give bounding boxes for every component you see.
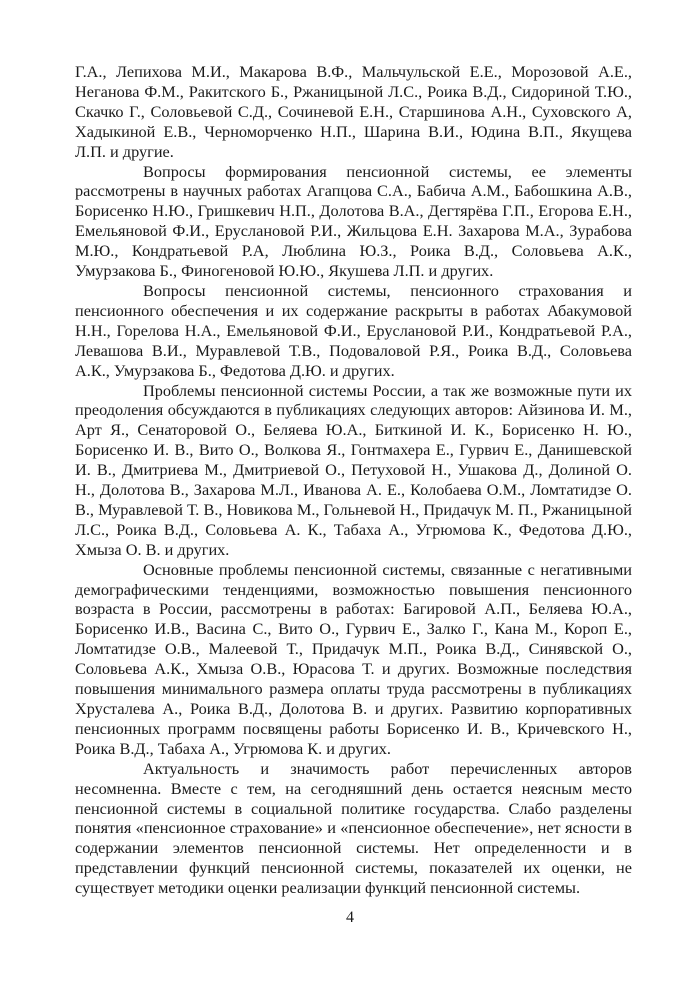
page-number: 4 (346, 909, 354, 926)
paragraph-russia-problems: Проблемы пенсионной системы России, а так же возможные пути их преодоления обсуждаются в публикациях следующих авторов: Айзинова И. М., Арт Я., Сенаторовой О., Беляева Ю.А., Биткиной И. К., Борисенко Н. Ю., Борисенко И. В., Вито О., Волкова Я., Гонтмахера Е., Гурвич Е., Данишевской И. В., Дмитриева М., Дмитриевой О., Петуховой Н., Ушакова Д., Долиной О. Н., Долотова В., Захарова М.Л., Иванова А. Е., Колобаева О.М., Ломтатидзе О. В., Муравлевой Т. В., Новикова М., Гольневой Н., Придачук М. П., Ржаницыной Л.С., Роика В.Д., Соловьева А. К., Табаха А., Угрюмова К., Федотова Д.Ю., Хмыза О. В. и других. (75, 380, 632, 559)
paragraph-pension-system-formation: Вопросы формирования пенсионной системы, ее элементы рассмотрены в научных работах Агапцова С.А., Бабича А.М., Бабошкина А.В., Борисенко Н.Ю., Гришкевич Н.П., Долотова В.А., Дегтярёва Г.П., Егорова Е.Н., Емельяновой Ф.И., Еруслановой Р.И., Жильцова Е.Н. Захарова М.А., Зурабова М.Ю., Кондратьевой Р.А, Люблина Ю.З., Роика В.Д., Соловьева А.К., Умурзакова Б., Финогеновой Ю.Ю., Якушева Л.П. и других. (75, 161, 632, 281)
paragraph-pension-insurance: Вопросы пенсионной системы, пенсионного страхования и пенсионного обеспечения и их содержание раскрыты в работах Абакумовой Н.Н., Горелова Н.А., Емельяновой Ф.И., Еруслановой Р.И., Кондратьевой Р.А., Левашова В.И., Муравлевой Т.В., Подоваловой Р.Я., Роика В.Д., Соловьева А.К., Умурзакова Б., Федотова Д.Ю. и других. (75, 280, 632, 380)
paragraph-continuation-authors: Г.А., Лепихова М.И., Макарова В.Ф., Мальчульской Е.Е., Морозовой А.Е., Неганова Ф.М., Ракитского Б., Ржаницыной Л.С., Роика В.Д., Сидориной Т.Ю., Скачко Г., Соловьевой С.Д., Сочиневой Е.Н., Старшинова А.Н., Суховского А, Хадыкиной Е.В., Черноморченко Н.П., Шарина В.И., Юдина В.П., Якущева Л.П. и другие. (75, 62, 632, 161)
document-body (75, 62, 632, 898)
paragraph-relevance: Актуальность и значимость работ перечисленных авторов несомненна. Вместе с тем, на сегодняшний день остается неясным место пенсионной системы в социальной политике государства. Слабо разделены понятия «пенсионное страхование» и «пенсионное обеспечение», нет ясности в содержании элементов пенсионной системы. Нет определенности и в представлении функций пенсионной системы, показателей их оценки, не существует методики оценки реализации функций пенсионной системы. (75, 758, 632, 898)
paragraph-demographic-problems: Основные проблемы пенсионной системы, связанные с негативными демографическими тенденциями, возможностью повышения пенсионного возраста в России, рассмотрены в работах: Багировой А.П., Беляева Ю.А., Борисенко И.В., Васина С., Вито О., Гурвич Е., Залко Г., Кана М., Короп Е., Ломтатидзе О.В., Малеевой Т., Придачук М.П., Роика В.Д., Синявской О., Соловьева А.К., Хмыза О.В., Юрасова Т. и других. Возможные последствия повышения минимального размера оплаты труда рассмотрены в публикациях Хрусталева А., Роика В.Д., Долотова В. и других. Развитию корпоративных пенсионных программ посвящены работы Борисенко И. В., Кричевского Н., Роика В.Д., Табаха А., Угрюмова К. и других. (75, 559, 632, 758)
